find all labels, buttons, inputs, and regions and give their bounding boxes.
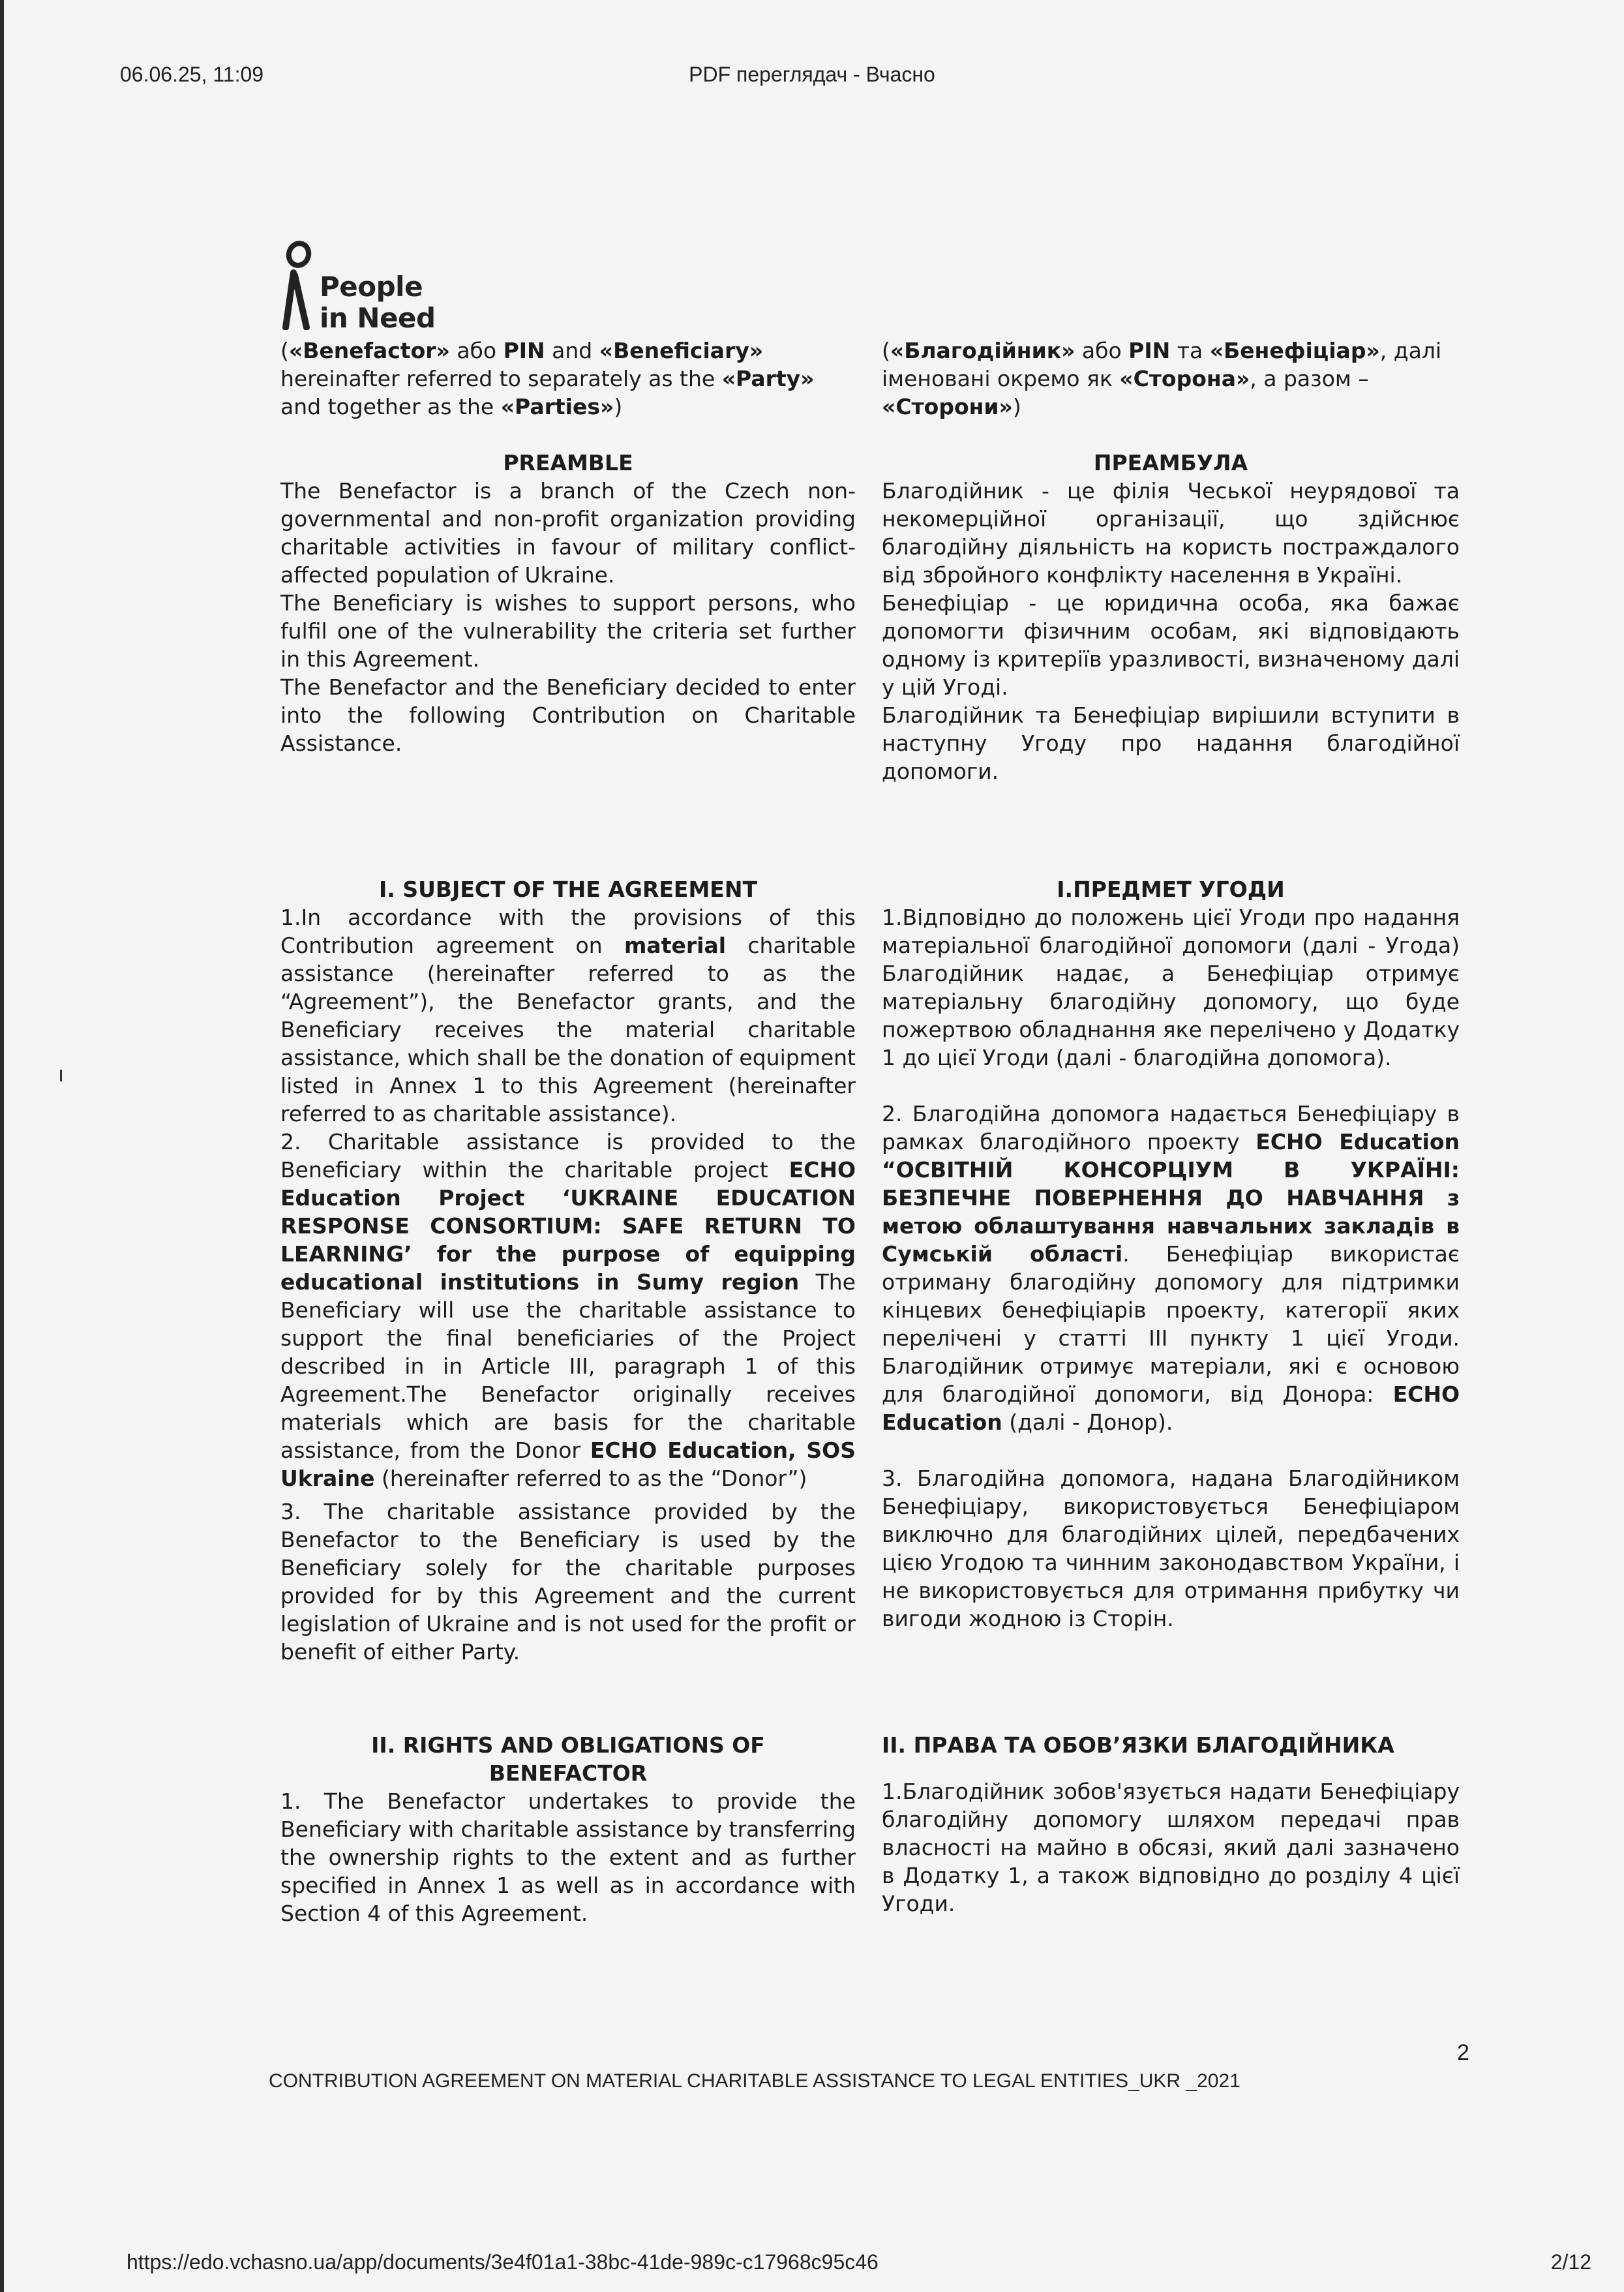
section1-en [280,875,856,1666]
section1-title-ua: I.ПРЕДМЕТ УГОДИ [1057,877,1285,902]
scan-edge [0,0,4,2292]
section2-title-en: II. RIGHTS AND OBLIGATIONS OF BENEFACTOR [371,1732,765,1786]
people-in-need-logo-icon [279,240,314,330]
preamble-p3-ua: Благодійник та Бенефіціар вирішили вступити в наступну Угоду про надання благодійної допомоги. [882,702,1460,784]
section2-ua [882,1731,1460,1918]
section1-p2-en: 2. Charitable assistance is provided to the Beneficiary within the charitable project ECHO Education Project ‘UKRAINE EDUCATION RESPONSE CONSORTIUM: SAFE RETURN TO LEARNING’ for the purpose of equipping educational institutions in Sumy region The Beneficiary will use the charitable assistance to support the final beneficiaries of the Project described in in Article III, paragraph 1 of this Agreement.The Benefactor originally receives materials which are basis for the charitable assistance, from the Donor ECHO Education, SOS Ukraine (hereinafter referred to as the “Donor”) [280,1129,856,1491]
parties-ua: («Благодійник» або PIN та «Бенефіціар», далі іменовані окремо як «Сторона», а разом – «Сторони») [882,338,1442,419]
section1-title-en: I. SUBJECT OF THE AGREEMENT [379,877,757,902]
preamble-p2-en: The Beneficiary is wishes to support persons, who fulfil one of the vulnerability the criteria set further in this Agreement. [280,590,856,672]
print-page-counter: 2/12 [1550,2250,1591,2274]
english-column [280,337,856,421]
section1-ua [882,875,1460,1633]
people-in-need-logo [279,240,449,338]
print-title: PDF переглядач - Вчасно [689,63,935,86]
preamble-en [280,449,856,757]
preamble-p2-ua: Бенефіціар - це юридична особа, яка бажає допомогти фізичним особам, які відповідають одному із критеріїв уразливості, визначеному далі у цій Угоді. [882,590,1460,700]
section2-p1-en: 1. The Benefactor undertakes to provide the Beneficiary with charitable assistance by transferring the ownership rights to the extent and as further specified in Annex 1 as well as in accordance with Section 4 of this Agreement. [280,1788,856,1926]
section1-p3-en: 3. The charitable assistance provided by the Benefactor to the Beneficiary is used by the Beneficiary solely for the charitable purposes provided for by this Agreement and the current legislation of Ukraine and is not used for the profit or benefit of either Party. [280,1499,856,1665]
preamble-p1-ua: Благодійник - це філія Чеської неурядової та некомерційної організації, що здійснює благодійну діяльність на користь постраждалого від збройного конфлікту населення в Україні. [882,478,1460,588]
preamble-p3-en: The Benefactor and the Beneficiary decided to enter into the following Contribution on Charitable Assistance. [280,674,856,756]
document-footer: CONTRIBUTION AGREEMENT ON MATERIAL CHARITABLE ASSISTANCE TO LEGAL ENTITIES_UKR _2021 [269,2070,1241,2092]
scan-mark [60,1070,62,1081]
logo-line1: People [320,271,423,303]
section1-p1-en: 1.In accordance with the provisions of this Contribution agreement on material charitable assistance (hereinafter referred to as the “Agreement”), the Benefactor grants, and the Beneficiary receives the material charitable assistance, which shall be the donation of equipment listed in Annex 1 to this Agreement (hereinafter referred to as charitable assistance). [280,905,856,1126]
section1-p1-ua: 1.Відповідно до положень цієї Угоди про надання матеріальної благодійної допомоги (далі - Угода) Благодійник надає, а Бенефіціар отримує матеріальну благодійну допомогу, що буде пожертвою обладнання яке перелічено у Додатку 1 до цієї Угоди (далі - благодійна допомога). [882,905,1460,1070]
preamble-p1-en: The Benefactor is a branch of the Czech non-governmental and non-profit organization providing charitable activities in favour of military conflict-affected population of Ukraine. [280,478,856,588]
section1-p3-ua: 3. Благодійна допомога, надана Благодійником Бенефіціару, використовується Бенефіціаром виключно для благодійних цілей, передбачених цією Угодою та чинним законодавством України, і не використовується для отримання прибутку чи вигоди жодною із Сторін. [882,1466,1460,1631]
ukrainian-column [882,337,1460,421]
page-number: 2 [1457,2040,1469,2065]
print-datetime: 06.06.25, 11:09 [120,63,264,86]
preamble-title-ua: ПРЕАМБУЛА [1093,450,1248,475]
preamble-title-en: PREAMBLE [503,450,633,475]
section2-p1-ua: 1.Благодійник зобов'язується надати Бенефіціару благодійну допомогу шляхом передачі прав власності на майно в обсязі, який далі зазначено в Додатку 1, а також відповідно до розділу 4 цієї Угоди. [882,1779,1460,1916]
section2-title-ua: II. ПРАВА ТА ОБОВ’ЯЗКИ БЛАГОДІЙНИКА [882,1732,1394,1758]
print-url: https://edo.vchasno.ua/app/documents/3e4f01a1-38bc-41de-989c-c17968c95c46 [127,2250,879,2274]
logo-line2: in Need [320,302,436,334]
section2-en [280,1731,856,1927]
parties-en: («Benefactor» або PIN and «Beneficiary» hereinafter referred to separately as the «Party» and together as the «Parties») [280,338,815,419]
preamble-ua [882,449,1460,785]
section1-p2-ua: 2. Благодійна допомога надається Бенефіціару в рамках благодійного проекту ECHO Education “ОСВІТНІЙ КОНСОРЦІУМ В УКРАЇНІ: БЕЗПЕЧНЕ ПОВЕРНЕННЯ ДО НАВЧАННЯ з метою облаштування навчальних закладів в Сумській області. Бенефіціар використає отриману благодійну допомогу для підтримки кінцевих бенефіціарів проекту, категорії яких перелічені у статті III пункту 1 цієї Угоди. Благодійник отримує матеріали, які є основою для благодійної допомоги, від Донора: ECHO Education (далі - Донор). [882,1101,1460,1435]
